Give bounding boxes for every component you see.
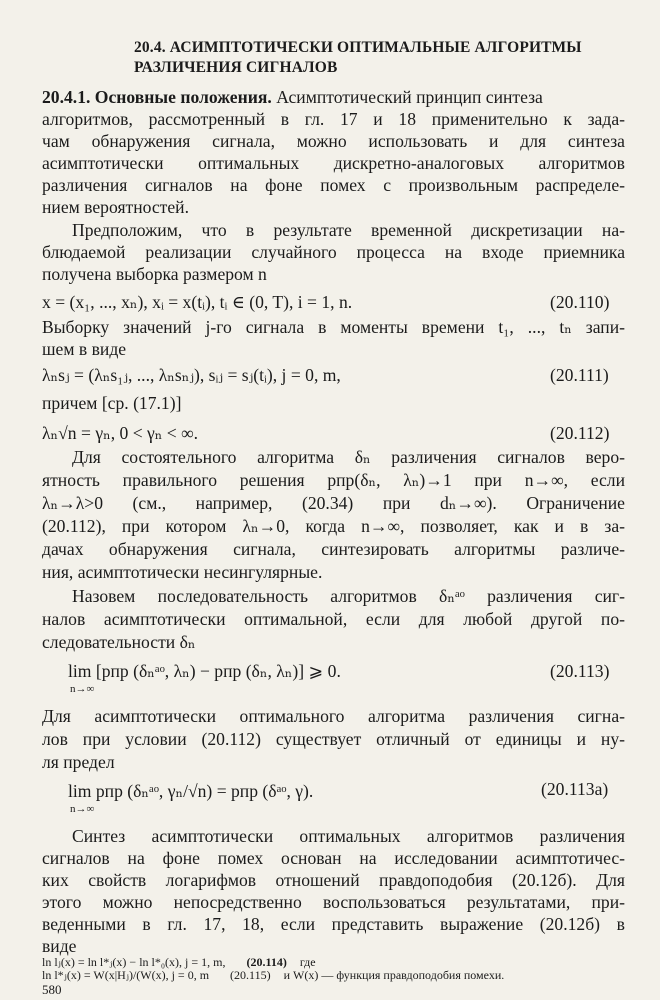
equation-number: (20.113а): [541, 779, 609, 799]
para4-line: Назовем последовательность алгоритмов δₙᵃᵒ различения сиг-: [72, 586, 625, 606]
subsection-heading-line: [42, 86, 543, 109]
equation-20-113a: lim pпр (δₙᵃᵒ, γₙ/√n) = pпр (δᵃᵒ, γ).: [68, 781, 314, 801]
para2-line: получена выборка размером n: [42, 264, 267, 284]
equation-20-110: x = (x₁, ..., xₙ), xᵢ = x(tᵢ), tᵢ ∈ (0, T), i = 1, n.: [42, 292, 353, 312]
text-line: Выборку значений j-го сигнала в моменты времени t₁, ..., tₙ запи-: [42, 317, 625, 337]
para6-line: этого можно непосредственно воспользоваться результатами, при-: [42, 892, 625, 912]
para2-line: Предположим, что в результате временной дискретизации на-: [72, 220, 625, 240]
section-title-line1: 20.4. АСИМПТОТИЧЕСКИ ОПТИМАЛЬНЫЕ АЛГОРИТМЫ: [134, 39, 582, 56]
para5-line: ля предел: [42, 752, 115, 772]
subsection-heading: 20.4.1. Основные положения.: [42, 87, 272, 107]
para6-line: сигналов на фоне помех основан на исследовании асимптотичес-: [42, 848, 625, 868]
equation-number: (20.113): [550, 661, 610, 681]
limit-subscript: n→∞: [70, 683, 95, 695]
para6-line: виде: [42, 936, 77, 956]
para3-line: λₙ→λ>0 (см., например, (20.34) при dₙ→∞). Ограничение: [42, 493, 625, 513]
equation-20-112: λₙ√n = γₙ, 0 < γₙ < ∞.: [42, 423, 199, 443]
para1-line: Асимптотический принцип синтеза: [276, 87, 543, 107]
para5-line: Для асимптотически оптимального алгоритма различения сигна-: [42, 706, 625, 726]
para1-line: асимптотически оптимальных дискретно-аналоговых алгоритмов: [42, 153, 625, 173]
para6-line: Синтез асимптотически оптимальных алгоритмов различения: [72, 826, 625, 846]
para1-line: различения сигналов на фоне помех с произвольным распределе-: [42, 175, 625, 195]
para6-line: ких свойств логарифмов отношений правдоподобия (20.12б). Для: [42, 870, 625, 890]
page-number: 580: [42, 982, 62, 997]
section-title-line2: РАЗЛИЧЕНИЯ СИГНАЛОВ: [134, 59, 338, 76]
text-line: шем в виде: [42, 339, 127, 359]
equation-20-115: ln l*ⱼ(x) = W(x|Hⱼ)/(W(x), j = 0, m (20.115) и W(x) — функция правдоподобия помехи.: [42, 968, 505, 982]
para4-line: следовательности δₙ: [42, 632, 196, 652]
para3-line: ятность правильного решения pпр(δₙ, λₙ)→1 при n→∞, если: [42, 470, 625, 490]
text-line: причем [ср. (17.1)]: [42, 393, 182, 413]
equation-number: (20.112): [550, 423, 610, 443]
para3-line: ния, асимптотически несингулярные.: [42, 562, 323, 582]
para5-line: лов при условии (20.112) существует отличный от единицы и ну-: [42, 729, 625, 749]
para1-line: алгоритмов, рассмотренный в гл. 17 и 18 применительно к зада-: [42, 109, 625, 129]
para3-line: Для состоятельного алгоритма δₙ различения сигналов веро-: [72, 447, 625, 467]
equation-number: (20.111): [550, 365, 609, 385]
para4-line: налов асимптотически оптимальной, если для любой другой по-: [42, 609, 625, 629]
para1-line: чам обнаружения сигнала, можно использовать и для синтеза: [42, 131, 625, 151]
equation-20-111: λₙsⱼ = (λₙs₁ⱼ, ..., λₙsₙⱼ), sᵢⱼ = sⱼ(tᵢ), j = 0, m,: [42, 365, 341, 385]
para3-line: (20.112), при котором λₙ→0, когда n→∞, позволяет, как и в за-: [42, 516, 625, 536]
equation-20-113: lim [pпр (δₙᵃᵒ, λₙ) − pпр (δₙ, λₙ)] ⩾ 0.: [68, 661, 341, 681]
para6-line: веденными в гл. 17, 18, если представить выражение (20.12б) в: [42, 914, 625, 934]
limit-subscript: n→∞: [70, 803, 95, 815]
equation-number: (20.110): [550, 292, 610, 312]
para3-line: дачах обнаружения сигнала, синтезировать алгоритмы различе-: [42, 539, 625, 559]
para1-line: нием вероятностей.: [42, 197, 189, 217]
para2-line: блюдаемой реализации случайного процесса на входе приемника: [42, 242, 625, 262]
equation-20-114: ln lⱼ(x) = ln l*ⱼ(x) − ln l*₀(x), j = 1, m, (20.114) где: [42, 955, 316, 969]
